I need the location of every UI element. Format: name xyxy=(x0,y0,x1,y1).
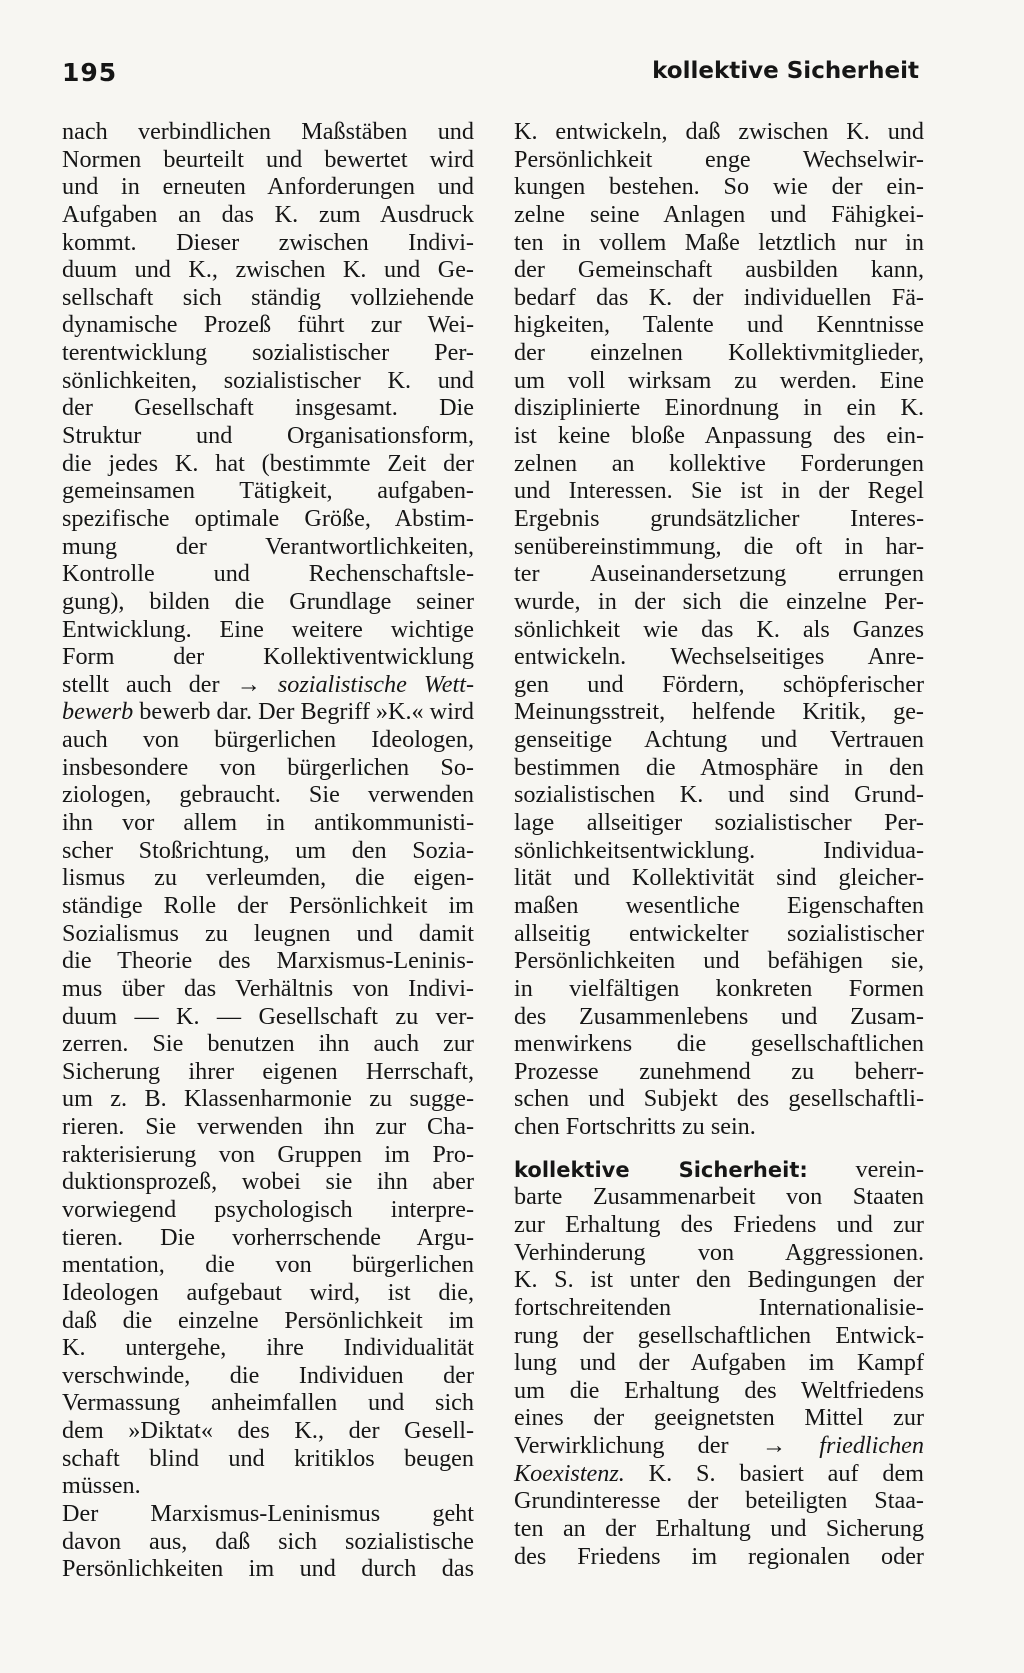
line-text: K. S. basiert auf dem xyxy=(648,1459,924,1487)
text-line: müssen. xyxy=(62,1472,141,1500)
text-line: rung der gesellschaftlichen Entwick- xyxy=(514,1321,924,1349)
left-column xyxy=(62,118,474,1583)
text-line: zelnen an kollektive Forderungen xyxy=(514,449,924,477)
text-line: Aufgaben an das K. zum Ausdruck xyxy=(62,200,474,228)
text-line: sozialistischen K. und sind Grund- xyxy=(514,781,924,809)
text-line: schen und Subjekt des gesellschaftli- xyxy=(514,1085,924,1113)
text-line: Sozialismus zu leugnen und damit xyxy=(62,919,474,947)
text-line: sönlichkeit wie das K. als Ganzes xyxy=(514,615,924,643)
text-line: scher Stoßrichtung, um den Sozia- xyxy=(62,836,474,864)
text-line: schaft blind und kritiklos beugen xyxy=(62,1444,474,1472)
text-line: lismus zu verleumden, die eigen- xyxy=(62,864,474,892)
page-number: 195 xyxy=(62,58,118,87)
text-line: ten in vollem Maße letztlich nur in xyxy=(514,228,924,256)
text-line: und Interessen. Sie ist in der Regel xyxy=(514,477,924,505)
text-line: dem »Diktat« des K., der Gesell- xyxy=(62,1417,474,1445)
text-line: K. entwickeln, daß zwischen K. und xyxy=(514,118,924,145)
text-line: ziologen, gebraucht. Sie verwenden xyxy=(62,781,474,809)
text-line: sönlichkeiten, sozialistischer K. und xyxy=(62,366,474,394)
crossref-sozialistische-wettbewerb[interactable]: sozialistische Wett- xyxy=(277,670,475,698)
text-line: der Gemeinschaft ausbilden kann, xyxy=(514,256,924,284)
text-line: gung), bilden die Grundlage seiner xyxy=(62,587,474,615)
text-line: Ergebnis grundsätzlicher Interes- xyxy=(514,504,924,532)
text-line: davon aus, daß sich sozialistische xyxy=(62,1527,474,1555)
text-line: mung der Verantwortlichkeiten, xyxy=(62,532,474,560)
text-line: senübereinstimmung, die oft in har- xyxy=(514,532,924,560)
text-line: Normen beurteilt und bewertet wird xyxy=(62,145,474,173)
text-line: Form der Kollektiventwicklung xyxy=(62,643,474,671)
text-line: entwickeln. Wechselseitiges Anre- xyxy=(514,643,924,671)
text-line: fortschreitenden Internationalisie- xyxy=(514,1293,924,1321)
text-line: kommt. Dieser zwischen Indivi- xyxy=(62,228,474,256)
text-line: allseitig entwickelter sozialistischer xyxy=(514,919,924,947)
text-line: Persönlichkeit enge Wechselwir- xyxy=(514,145,924,173)
text-line: Der Marxismus-Leninismus geht xyxy=(62,1500,474,1528)
line-text: bewerb dar. Der Begriff »K.« wird xyxy=(139,698,475,726)
text-line: higkeiten, Talente und Kenntnisse xyxy=(514,311,924,339)
text-line: eines der geeignetsten Mittel zur xyxy=(514,1404,924,1432)
crossref-friedlichen-koexistenz[interactable]: friedlichen xyxy=(819,1432,925,1460)
text-line: Vermassung anheimfallen und sich xyxy=(62,1389,474,1417)
text-line: vorwiegend psychologisch interpre- xyxy=(62,1195,474,1223)
text-line: der einzelnen Kollektivmitglieder, xyxy=(514,339,924,367)
text-line: sönlichkeitsentwicklung. Individua- xyxy=(514,836,924,864)
text-line: ten an der Erhaltung und Sicherung xyxy=(514,1515,924,1543)
text-line: rakterisierung von Gruppen im Pro- xyxy=(62,1140,474,1168)
text-line: duum und K., zwischen K. und Ge- xyxy=(62,256,474,284)
text-line: terentwicklung sozialistischer Per- xyxy=(62,339,474,367)
text-line: insbesondere von bürgerlichen So- xyxy=(62,753,474,781)
text-line: mentation, die von bürgerlichen xyxy=(62,1251,474,1279)
crossref-continuation[interactable]: bewerb xyxy=(62,698,134,726)
text-line: barte Zusammenarbeit von Staaten xyxy=(514,1183,924,1211)
text-line: dynamische Prozeß führt zur Wei- xyxy=(62,311,474,339)
text-line: um die Erhaltung des Weltfriedens xyxy=(514,1376,924,1404)
text-line: bestimmen die Atmosphäre in den xyxy=(514,753,924,781)
text-line: lung und der Aufgaben im Kampf xyxy=(514,1349,924,1377)
text-line: rieren. Sie verwenden ihn zur Cha- xyxy=(62,1113,474,1141)
text-line: lage allseitiger sozialistischer Per- xyxy=(514,809,924,837)
text-line: menwirkens die gesellschaftlichen xyxy=(514,1030,924,1058)
text-line: zur Erhaltung des Friedens und zur xyxy=(514,1210,924,1238)
crossref-arrow: → xyxy=(236,670,261,698)
text-line: daß die einzelne Persönlichkeit im xyxy=(62,1306,474,1334)
entry-headline xyxy=(514,1156,924,1184)
text-line: Struktur und Organisationsform, xyxy=(62,422,474,450)
text-line: die Theorie des Marxismus-Leninis- xyxy=(62,947,474,975)
text-line: Persönlichkeiten und befähigen sie, xyxy=(514,947,924,975)
text-line: der Gesellschaft insgesamt. Die xyxy=(62,394,474,422)
crossref-arrow: → xyxy=(761,1432,786,1460)
text-line: sellschaft sich ständig vollziehende xyxy=(62,283,474,311)
headword: kollektive Sicherheit: xyxy=(514,1157,808,1182)
text-line: mus über das Verhältnis von Indivi- xyxy=(62,974,474,1002)
text-line: des Friedens im regionalen oder xyxy=(514,1542,924,1570)
text-line: lität und Kollektivität sind gleicher- xyxy=(514,864,924,892)
text-line: maßen wesentliche Eigenschaften xyxy=(514,891,924,919)
text-line: genseitige Achtung und Vertrauen xyxy=(514,726,924,754)
text-line: Sicherung ihrer eigenen Herrschaft, xyxy=(62,1057,474,1085)
text-line: Kontrolle und Rechenschaftsle- xyxy=(62,560,474,588)
text-line: ist keine bloße Anpassung des ein- xyxy=(514,422,924,450)
text-line: verschwinde, die Individuen der xyxy=(62,1361,474,1389)
text-line: spezifische optimale Größe, Abstim- xyxy=(62,504,474,532)
running-head: kollektive Sicherheit xyxy=(652,58,919,84)
text-line-with-crossref xyxy=(62,671,474,699)
text-line: Entwicklung. Eine weitere wichtige xyxy=(62,615,474,643)
text-line: um voll wirksam zu werden. Eine xyxy=(514,366,924,394)
line-text: stellt auch der xyxy=(62,670,220,698)
text-line-with-crossref xyxy=(514,1432,924,1460)
line-text: verein- xyxy=(855,1155,925,1183)
text-line: wurde, in der sich die einzelne Per- xyxy=(514,587,924,615)
text-line: Ideologen aufgebaut wird, ist die, xyxy=(62,1278,474,1306)
text-line: duktionsprozeß, wobei sie ihn aber xyxy=(62,1168,474,1196)
text-line: ihn vor allem in antikommunisti- xyxy=(62,809,474,837)
text-line: ständige Rolle der Persönlichkeit im xyxy=(62,891,474,919)
text-line: chen Fortschritts zu sein. xyxy=(514,1113,756,1141)
text-line: zerren. Sie benutzen ihn auch zur xyxy=(62,1030,474,1058)
text-line: gemeinsamen Tätigkeit, aufgaben- xyxy=(62,477,474,505)
text-line: auch von bürgerlichen Ideologen, xyxy=(62,726,474,754)
text-line: K. untergehe, ihre Individualität xyxy=(62,1334,474,1362)
text-line: um z. B. Klassenharmonie zu sugge- xyxy=(62,1085,474,1113)
text-line: in vielfältigen konkreten Formen xyxy=(514,974,924,1002)
text-line: bedarf das K. der individuellen Fä- xyxy=(514,283,924,311)
text-line: Grundinteresse der beteiligten Staa- xyxy=(514,1487,924,1515)
right-column xyxy=(514,118,924,1570)
text-line: kungen bestehen. So wie der ein- xyxy=(514,173,924,201)
text-line: Meinungsstreit, helfende Kritik, ge- xyxy=(514,698,924,726)
text-line: K. S. ist unter den Bedingungen der xyxy=(514,1266,924,1294)
line-text: Verwirklichung der xyxy=(514,1432,729,1460)
text-line: gen und Fördern, schöpferischer xyxy=(514,670,924,698)
text-line: die jedes K. hat (bestimmte Zeit der xyxy=(62,449,474,477)
text-line: duum — K. — Gesellschaft zu ver- xyxy=(62,1002,474,1030)
text-line: ter Auseinandersetzung errungen xyxy=(514,560,924,588)
text-line: und in erneuten Anforderungen und xyxy=(62,173,474,201)
text-line: disziplinierte Einordnung in ein K. xyxy=(514,394,924,422)
text-line-with-italic xyxy=(62,698,474,726)
text-line-with-italic xyxy=(514,1460,924,1488)
text-line: Prozesse zunehmend zu beherr- xyxy=(514,1057,924,1085)
crossref-continuation[interactable]: Koexistenz. xyxy=(514,1459,625,1487)
text-line: tieren. Die vorherrschende Argu- xyxy=(62,1223,474,1251)
text-line: nach verbindlichen Maßstäben und xyxy=(62,118,474,145)
text-line: zelne seine Anlagen und Fähigkei- xyxy=(514,200,924,228)
text-line: Verhinderung von Aggressionen. xyxy=(514,1238,924,1266)
text-line: des Zusammenlebens und Zusam- xyxy=(514,1002,924,1030)
text-line: Persönlichkeiten im und durch das xyxy=(62,1555,474,1583)
